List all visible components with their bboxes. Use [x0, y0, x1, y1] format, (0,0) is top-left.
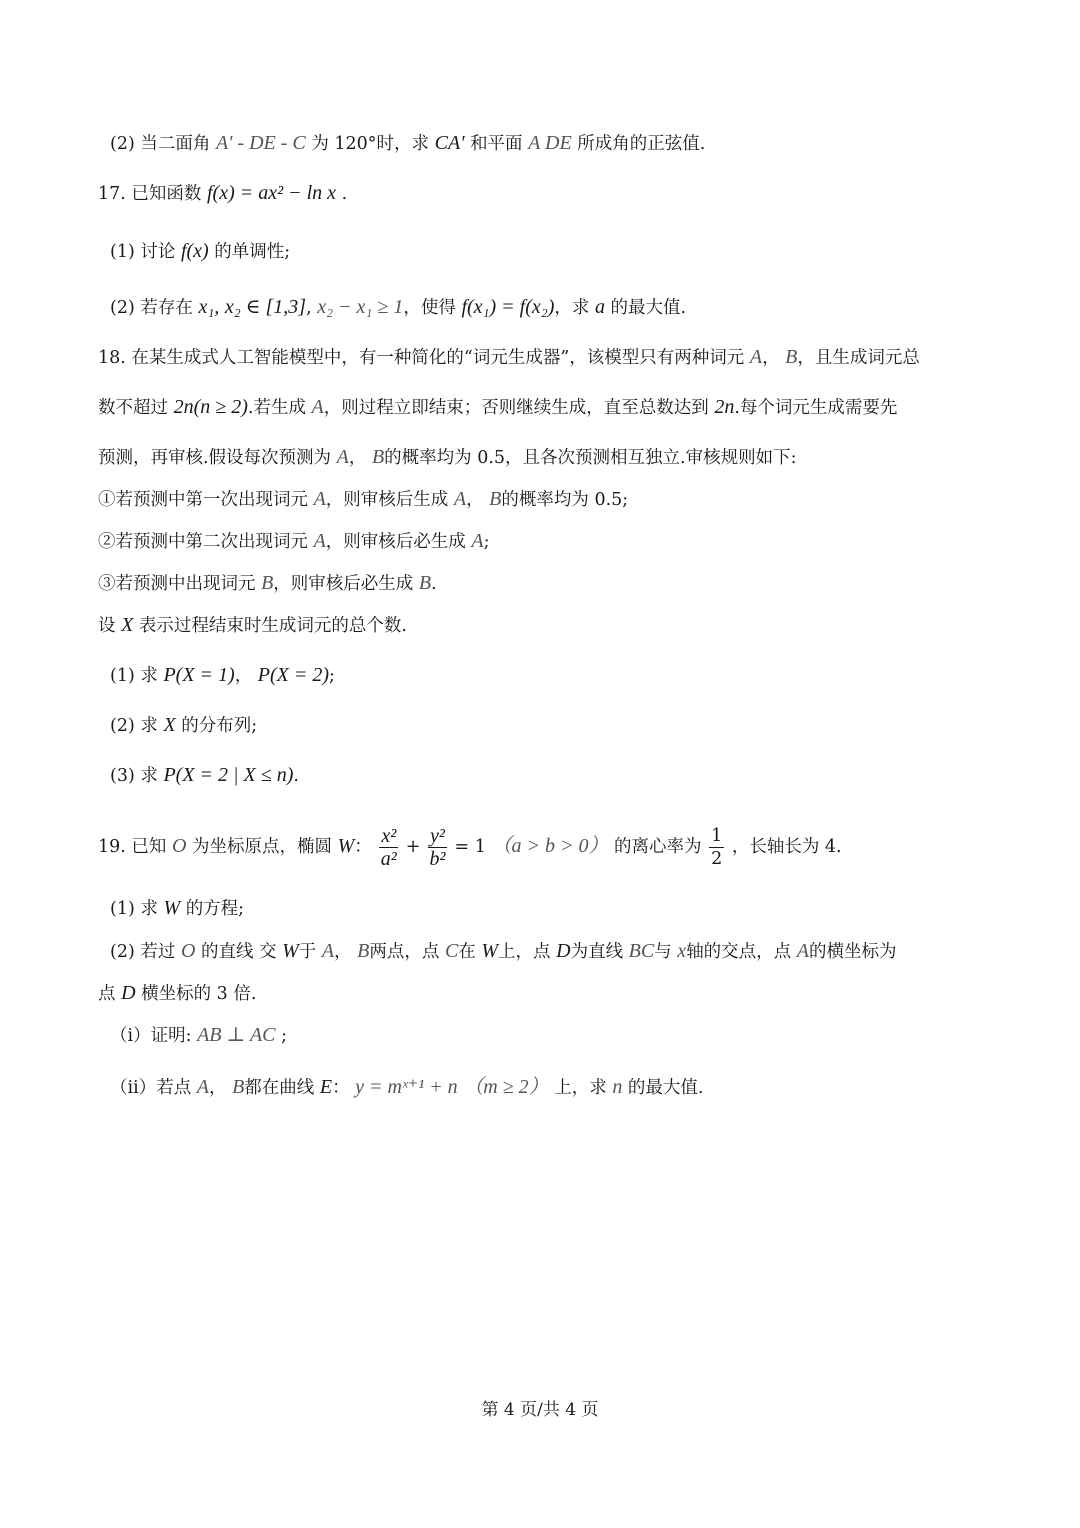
- q19-stem: 19. 已知 O 为坐标原点，椭圆 W： $\frac{\text{x²}}{\text{a²}}$ + $\frac{\text{y²}}{\text{b²}}$ = 1 （a > b > 0） 的离心率为 $\frac{1}{2}$ ，长轴长为 4.: [98, 825, 842, 870]
- q17-part1: (1) 讨论 f(x) 的单调性;: [110, 240, 291, 262]
- q18-define-x: 设 X 表示过程结束时生成词元的总个数.: [98, 614, 407, 636]
- q18-rule3: ③若预测中出现词元 B，则审核后必生成 B.: [98, 572, 437, 594]
- q19-part2-line2: 点 D 横坐标的 3 倍.: [98, 982, 257, 1004]
- q18-line3: 预测，再审核.假设每次预测为 A， B的概率均为 0.5，且各次预测相互独立.审核规则如下:: [98, 446, 797, 468]
- q19-sub-i: （ⅰ）证明: AB ⊥ AC ;: [110, 1024, 287, 1046]
- q19-part2-line1: (2) 若过 O 的直线 交 W于 A， B两点，点 C在 W上，点 D为直线 BC与 x轴的交点，点 A的横坐标为: [110, 940, 897, 962]
- fraction-half: $\frac{1}{2}$: [711, 826, 723, 869]
- page-footer: 第 4 页/共 4 页: [481, 1400, 599, 1420]
- fraction-y2-b2: $\frac{\text{y²}}{\text{b²}}$: [429, 825, 446, 870]
- q18-part1: (1) 求 P(X = 1)， P(X = 2);: [110, 664, 335, 686]
- q18-line1: 18. 在某生成式人工智能模型中，有一种简化的“词元生成器”，该模型只有两种词元 A， B，且生成词元总: [98, 346, 920, 368]
- math-dihedral: A' - DE - C: [215, 132, 306, 154]
- math-function: f(x) = ax² − ln x: [206, 182, 337, 204]
- q17-stem: 17. 已知函数 f(x) = ax² − ln x .: [98, 182, 348, 204]
- q18-part2: (2) 求 X 的分布列;: [110, 714, 258, 736]
- q18-rule2: ②若预测中第二次出现词元 A，则审核后必生成 A;: [98, 530, 490, 552]
- q18-rule1: ①若预测中第一次出现词元 A，则审核后生成 A， B的概率均为 0.5;: [98, 488, 629, 510]
- q16-part2: (2) 当二面角 A' - DE - C 为 120°时，求 CA' 和平面 A DE 所成角的正弦值.: [110, 132, 706, 154]
- q19-part1: (1) 求 W 的方程;: [110, 897, 245, 919]
- q19-sub-ii: （ⅱ）若点 A， B都在曲线 E： y = mˣ⁺¹ + n （m ≥ 2） 上，求 n 的最大值.: [110, 1076, 704, 1098]
- q18-part3: (3) 求 P(X = 2 | X ≤ n).: [110, 764, 299, 786]
- fraction-x2-a2: $\frac{\text{x²}}{\text{a²}}$: [380, 825, 397, 870]
- q18-line2: 数不超过 2n(n ≥ 2).若生成 A，则过程立即结束；否则继续生成，直至总数达到 2n.每个词元生成需要先: [98, 396, 898, 418]
- q17-part2: (2) 若存在 x₁, x₂ ∈ [1,3], x₂ − x₁ ≥ 1，使得 f(x₁) = f(x₂)，求 a 的最大值.: [110, 296, 687, 318]
